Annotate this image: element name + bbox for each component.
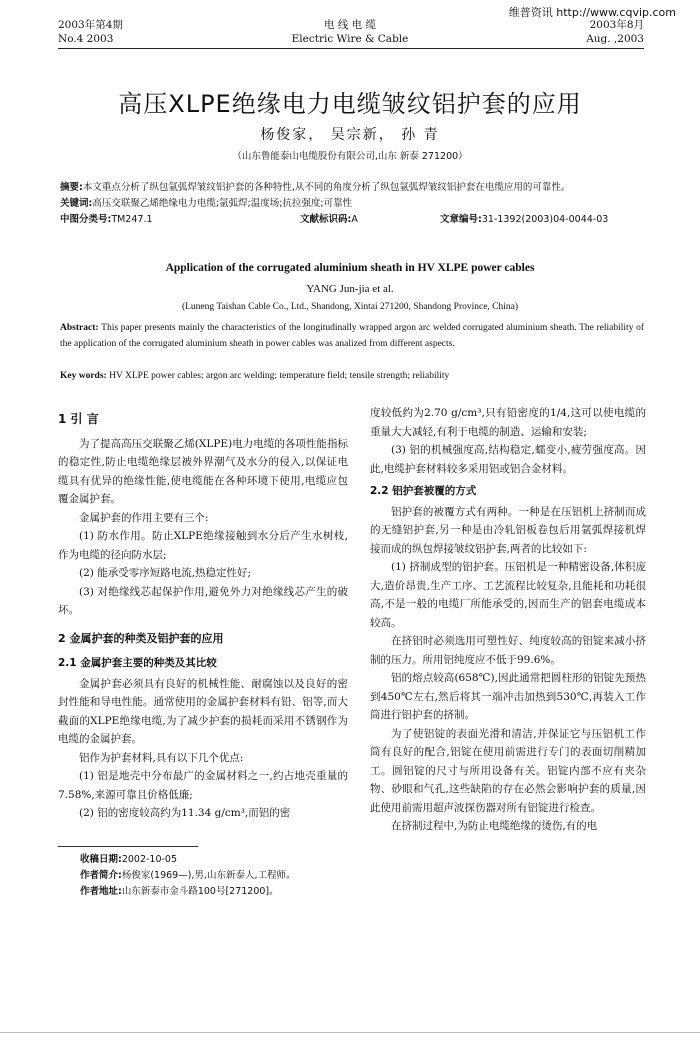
right-column: [370, 404, 646, 836]
density-continuation: 度较低约为2.70 g/cm³,只有铅密度的1/4,这可以使电缆的重量大大减轻,有利于电缆的制造、运输和安装;: [370, 407, 646, 438]
header-center: [250, 18, 450, 46]
abstract-cn-body: 本文重点分析了纵包氩弧焊皱纹铝护套的各种特性,从不同的角度分析了纵包氩弧焊皱纹铝护套在电缆应用的可靠性。: [82, 182, 571, 193]
header-issue-cn: 2003年第4期: [58, 19, 123, 31]
paper-authors: 杨俊家， 吴宗新， 孙 青: [260, 127, 440, 143]
doc-code-label: 文献标识码:: [300, 214, 352, 225]
footnote: [80, 852, 350, 900]
role-2: (2) 能承受零序短路电流,热稳定性好;: [79, 567, 252, 579]
footnote-address: [80, 884, 350, 900]
class-number: [60, 212, 153, 228]
header-left: [58, 18, 123, 46]
footnote-rule: [58, 846, 198, 847]
address-text: 山东新泰市金斗路100号[271200]。: [121, 886, 279, 897]
received-date: 2002-10-05: [121, 854, 178, 865]
header-rule: [58, 48, 644, 49]
footnote-received: [80, 852, 350, 868]
aluminium-advantages-intro: 铝作为护套材料,具有以下几个优点:: [79, 751, 244, 764]
intro-paragraph: 为了提高高压交联聚乙烯(XLPE)电力电缆的各项性能指标的稳定性,防止电缆绝缘层被外界潮气及水分的侵入,以保证电缆具有优异的绝缘性能,使电缆能在各种环境下使用,电缆应包覆金属护套。: [58, 437, 348, 505]
article-number-value: 31-1392(2003)04-0044-03: [481, 214, 609, 225]
footnote-bio: [80, 868, 350, 884]
class-number-value: TM247.1: [111, 214, 153, 225]
advantage-3: (3) 铝的机械强度高,结构稳定,蠕变小,疲劳强度高。因此,电缆护套材料较多采用铝或铝合金材料。: [370, 444, 646, 475]
abstract-cn-text: [60, 180, 644, 196]
header-issue-en: No.4 2003: [58, 33, 114, 45]
section-2-2-heading: 2.2 铝护套被覆的方式: [370, 485, 477, 497]
article-number: [440, 212, 608, 228]
english-affiliation: (Luneng Taishan Cable Co., Ltd., Shandong, Xintai 271200, Shandong Province, China): [181, 302, 519, 312]
watermark[interactable]: 维普资讯 http://www.cqvip.com: [508, 6, 676, 19]
english-abstract: [60, 320, 644, 352]
page-bottom-rule: [0, 1032, 700, 1033]
header-right: [586, 18, 644, 46]
english-abstract-label: Abstract:: [60, 323, 99, 333]
english-abstract-body: This paper presents mainly the characteristics of the longitudinally wrapped argon arc welded corrugated aluminium sheath. The reliability of the application of the corrugated aluminium sheath in power cables was analized from different aspects.: [60, 323, 644, 349]
article-number-label: 文章编号:: [440, 214, 482, 225]
header-date-cn: 2003年8月: [589, 19, 644, 31]
melting-point-paragraph: 铝的熔点较高(658℃),因此通常把圆柱形的铝锭先预热到450℃左右,然后将其一端冲击加热到530℃,再装入工作筒进行铝护套的挤制。: [370, 672, 646, 721]
received-label: 收稿日期:: [80, 854, 122, 865]
extruded-sheath-paragraph: (1) 挤制成型的铝护套。压铝机是一种精密设备,体积庞大,造价昂贵,生产工序、工艺流程比较复杂,且能耗和功耗很高,不是一般的电缆厂所能承受的,因而生产的铝套电缆成本较高。: [370, 561, 646, 629]
english-keywords: [60, 368, 644, 384]
address-label: 作者地址:: [80, 886, 122, 897]
journal-name-cn: 电 线 电 缆: [323, 19, 376, 31]
extrusion-process-paragraph: 在挤制过程中,为防止电缆绝缘的烫伤,有的电: [391, 820, 598, 832]
english-authors: YANG Jun-jia et al.: [306, 283, 394, 295]
role-1: (1) 防水作用。防止XLPE绝缘接触到水分后产生水树枝,作为电缆的径向防水层;: [58, 530, 348, 561]
advantage-2: (2) 铝的密度较高约为11.34 g/cm³,而铝的密: [79, 807, 291, 819]
role-3: (3) 对绝缘线芯起保护作用,避免外力对绝缘线芯产生的破坏。: [58, 585, 348, 616]
sheath-types-paragraph: 金属护套必须具有良好的机械性能、耐腐蚀以及良好的密封性能和导电性能。通常使用的金属护套材料有铅、铝等,而大截面的XLPE绝缘电缆,为了减少护套的损耗而采用不锈钢作为电缆的金属护套。: [58, 677, 348, 745]
class-number-label: 中图分类号:: [60, 214, 112, 225]
abstract-cn: [60, 180, 644, 228]
section-2-1-heading: 2.1 金属护套主要的种类及其比较: [58, 657, 217, 669]
left-column: [58, 410, 348, 823]
doc-code-value: A: [351, 214, 358, 225]
section-1-heading: 1 引 言: [58, 412, 99, 426]
bio-label: 作者简介:: [80, 870, 122, 881]
section-2-heading: 2 金属护套的种类及铝护套的应用: [58, 631, 224, 645]
aluminium-purity-paragraph: 在挤铝时必须选用可塑性好、纯度较高的铝锭来减小挤制的压力。所用铝纯度应不低于99.6%。: [370, 635, 646, 666]
english-keywords-body: HV XLPE power cables; argon arc welding; temperature field; tensile strength; reliability: [109, 371, 450, 381]
bio-text: 杨俊家(1969—),男,山东新泰人,工程师。: [121, 870, 296, 881]
header-date-en: Aug. ,2003: [586, 33, 644, 45]
keywords-cn-label: 关键词:: [60, 198, 93, 209]
cladding-methods-paragraph: 铝护套的被覆方式有两种。一种是在压铝机上挤制而成的无缝铝护套,另一种是由冷轧铝板卷包后用氩弧焊接机焊接而成的纵包焊接皱纹铝护套,两者的比较如下:: [370, 505, 646, 555]
keywords-cn-body: 高压交联聚乙烯绝缘电力电缆;氩弧焊;温度场;抗拉强度;可靠性: [92, 198, 353, 209]
english-keywords-label: Key words:: [60, 371, 107, 381]
ingot-surface-paragraph: 为了使铝锭的表面光滑和清洁,并保证它与压铝机工作筒有良好的配合,铝锭在使用前需进行专门的表面切削精加工。圆铝锭的尺寸与所用设备有关。铝锭内部不应有夹杂物、砂眼和气孔,这些缺陷的存在必然会影响护套的质量,因此使用前需用超声波探伤器对所有铝锭进行检查。: [370, 727, 646, 814]
abstract-cn-label: 摘要:: [60, 182, 83, 193]
advantage-1: (1) 铝是地壳中分布最广的金属材料之一,约占地壳重量的7.58%,来源可靠且价格低廉;: [58, 770, 348, 801]
sheath-roles-intro: 金属护套的作用主要有三个:: [79, 511, 209, 524]
paper-title: 高压XLPE绝缘电力电缆皱纹铝护套的应用: [118, 90, 582, 118]
doc-code: [300, 212, 358, 228]
keywords-cn: [60, 196, 644, 212]
journal-name-en: Electric Wire & Cable: [291, 33, 409, 45]
paper-affiliation: （山东鲁能泰山电缆股份有限公司,山东 新泰 271200）: [232, 151, 468, 162]
english-title: Application of the corrugated aluminium sheath in HV XLPE power cables: [165, 262, 535, 274]
classification-row: [60, 212, 644, 228]
